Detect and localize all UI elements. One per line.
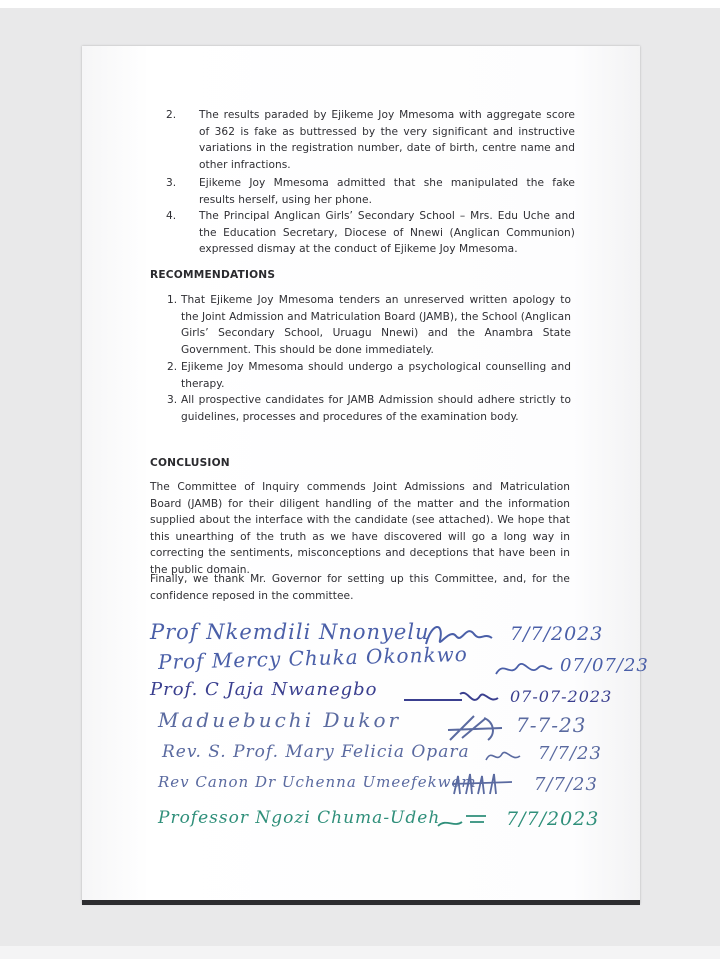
signature-mark: [494, 656, 554, 682]
recommendation-item: All prospective candidates for JAMB Admission should adhere strictly to guidelines, processes and procedures of the examination body.: [181, 394, 571, 423]
screen-top-band: [0, 0, 720, 8]
signature-mark: [484, 746, 524, 766]
recommendation-item: Ejikeme Joy Mmesoma should undergo a psychological counselling and therapy.: [181, 361, 571, 390]
signature-date: 7/7/2023: [506, 808, 600, 830]
recommendation-number: 1.: [167, 294, 178, 306]
signature-date: 7/7/2023: [510, 623, 604, 645]
finding-number: 4.: [166, 210, 177, 222]
signature-date: 7-7-23: [516, 713, 587, 737]
finding-item: The Principal Anglican Girls’ Secondary School – Mrs. Edu Uche and the Education Secretary, Diocese of Nnewi (Anglican Communion) expressed dismay at the conduct of Ejikeme Joy Mmesoma.: [199, 210, 575, 255]
recommendations-heading: RECOMMENDATIONS: [150, 269, 276, 281]
signature-mark: [402, 684, 502, 714]
signature-name: Rev Canon Dr Uchenna Umeefekwem: [158, 773, 477, 791]
recommendation-number: 2.: [167, 361, 178, 373]
document-page: [82, 46, 649, 904]
conclusion-heading: CONCLUSION: [150, 457, 230, 469]
finding-item: Ejikeme Joy Mmesoma admitted that she manipulated the fake results herself, using her phone.: [199, 177, 575, 206]
finding-number: 2.: [166, 109, 177, 121]
signature-name: Rev. S. Prof. Mary Felicia Opara: [162, 742, 470, 762]
signature-name: Maduebuchi Dukor: [158, 708, 402, 732]
signature-date: 7/7/23: [538, 743, 602, 764]
screen-bottom-band: [0, 946, 720, 959]
signature-date: 07/07/23: [560, 655, 649, 676]
signature-name: Professor Ngozi Chuma-Udeh: [158, 808, 441, 828]
signature-name: Prof. C Jaja Nwanegbo: [150, 679, 378, 700]
recommendation-number: 3.: [167, 394, 178, 406]
finding-item: The results paraded by Ejikeme Joy Mmesoma with aggregate score of 362 is fake as buttressed by the very significant and instructive variations in the registration number, date of birth, centre name and other infractions.: [199, 109, 575, 171]
finding-number: 3.: [166, 177, 177, 189]
signature-mark: [450, 770, 516, 800]
signature-name: Prof Mercy Chuka Okonkwo: [157, 641, 468, 675]
conclusion-paragraph: Finally, we thank Mr. Governor for setting up this Committee, and, for the confidence reposed in the committee.: [150, 573, 570, 602]
conclusion-paragraph: The Committee of Inquiry commends Joint Admissions and Matriculation Board (JAMB) for their diligent handling of the matter and the information supplied about the interface with the candidate (see attached). We hope that this unearthing of the truth as we have discovered will go a long way in correcting the sentiments, misconceptions and deceptions that have been in the public domain.: [150, 481, 570, 576]
signature-date: 7/7/23: [534, 774, 598, 795]
signature-mark: [436, 810, 490, 832]
signature-name: Prof Nkemdili Nnonyelu: [150, 620, 430, 644]
page-bottom-edge: [82, 900, 640, 905]
signature-date: 07-07-2023: [510, 687, 613, 706]
signature-mark: [444, 712, 508, 744]
recommendation-item: That Ejikeme Joy Mmesoma tenders an unreserved written apology to the Joint Admission and Matriculation Board (JAMB), the School (Anglican Girls’ Secondary School, Uruagu Nnewi) and the Anambra State Government. This should be done immediately.: [181, 294, 571, 356]
